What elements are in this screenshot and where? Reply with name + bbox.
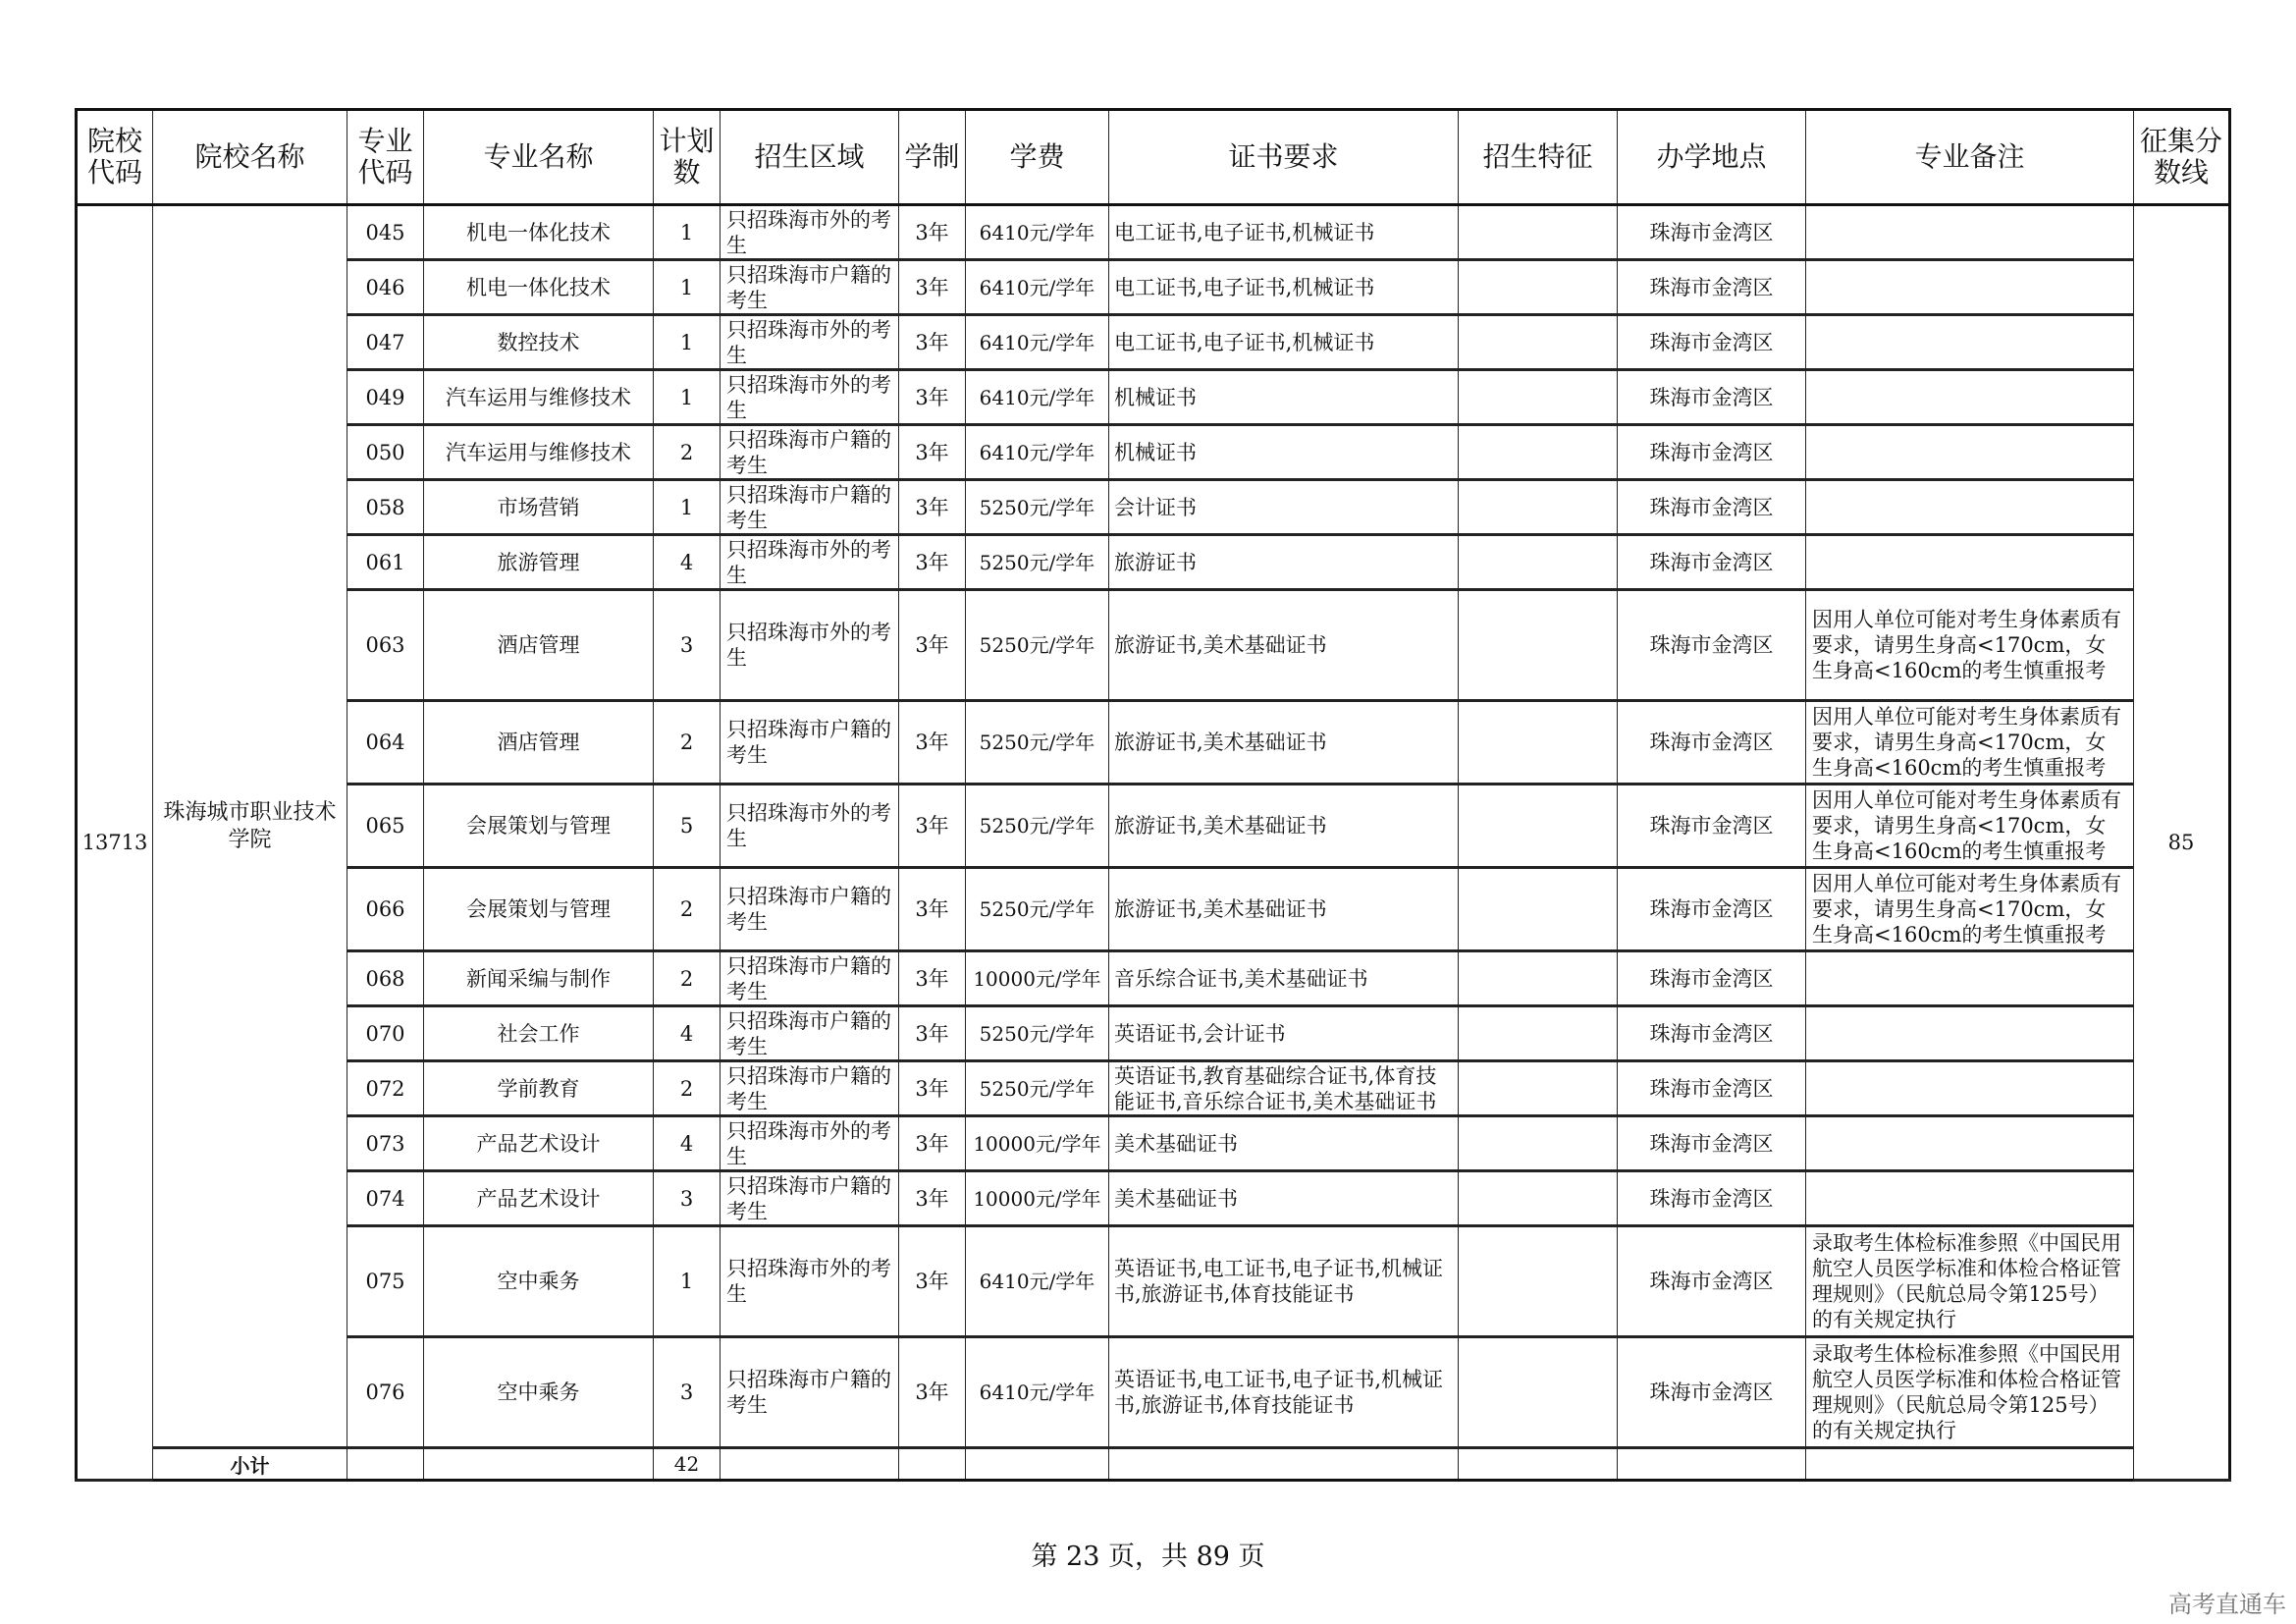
location-cell: 珠海市金湾区 — [1618, 1006, 1806, 1061]
major-name-cell: 汽车运用与维修技术 — [424, 370, 654, 425]
table-row — [77, 480, 2230, 535]
region-cell: 只招珠海市外的考生 — [721, 370, 899, 425]
features-cell — [1459, 951, 1618, 1006]
notes-cell — [1806, 535, 2134, 590]
region-cell: 只招珠海市户籍的考生 — [721, 1061, 899, 1116]
tuition-cell: 5250元/学年 — [966, 535, 1109, 590]
tuition-cell: 5250元/学年 — [966, 480, 1109, 535]
major-name-cell: 机电一体化技术 — [424, 260, 654, 315]
table-row — [77, 260, 2230, 315]
tuition-cell: 10000元/学年 — [966, 1116, 1109, 1171]
plan-cell: 1 — [654, 315, 721, 370]
table-row — [77, 1337, 2230, 1448]
subtotal-plan: 42 — [654, 1448, 721, 1481]
major-code-cell: 073 — [347, 1116, 424, 1171]
notes-cell: 因用人单位可能对考生身体素质有要求，请男生身高<170cm，女生身高<160cm的考生慎重报考 — [1806, 868, 2134, 951]
certificate-cell: 英语证书,会计证书 — [1109, 1006, 1459, 1061]
plan-cell: 2 — [654, 951, 721, 1006]
plan-cell: 1 — [654, 1226, 721, 1337]
major-code-cell: 064 — [347, 701, 424, 785]
watermark: 高考直通车 — [2168, 1591, 2286, 1618]
certificate-cell: 旅游证书,美术基础证书 — [1109, 701, 1459, 785]
table-row — [77, 1006, 2230, 1061]
certificate-cell: 会计证书 — [1109, 480, 1459, 535]
major-name-cell: 产品艺术设计 — [424, 1116, 654, 1171]
major-code-cell: 047 — [347, 315, 424, 370]
plan-cell: 1 — [654, 370, 721, 425]
region-cell: 只招珠海市户籍的考生 — [721, 701, 899, 785]
features-cell — [1459, 785, 1618, 868]
tuition-cell: 6410元/学年 — [966, 315, 1109, 370]
cutoff-cell: 85 — [2134, 205, 2230, 1481]
duration-cell: 3年 — [899, 480, 966, 535]
tuition-cell: 5250元/学年 — [966, 1006, 1109, 1061]
plan-cell: 5 — [654, 785, 721, 868]
table-row — [77, 425, 2230, 480]
major-code-cell: 075 — [347, 1226, 424, 1337]
certificate-cell: 旅游证书,美术基础证书 — [1109, 868, 1459, 951]
plan-cell: 4 — [654, 1006, 721, 1061]
notes-cell: 录取考生体检标准参照《中国民用航空人员医学标准和体检合格证管理规则》（民航总局令第125号）的有关规定执行 — [1806, 1226, 2134, 1337]
location-cell: 珠海市金湾区 — [1618, 1337, 1806, 1448]
notes-cell: 因用人单位可能对考生身体素质有要求，请男生身高<170cm，女生身高<160cm的考生慎重报考 — [1806, 785, 2134, 868]
table-row — [77, 1226, 2230, 1337]
subtotal-cell — [1459, 1448, 1618, 1481]
certificate-cell: 电工证书,电子证书,机械证书 — [1109, 260, 1459, 315]
features-cell — [1459, 535, 1618, 590]
location-cell: 珠海市金湾区 — [1618, 425, 1806, 480]
features-cell — [1459, 205, 1618, 260]
features-cell — [1459, 590, 1618, 701]
table-row — [77, 1061, 2230, 1116]
location-cell: 珠海市金湾区 — [1618, 260, 1806, 315]
header-certificate: 证书要求 — [1109, 110, 1459, 205]
subtotal-cell — [1618, 1448, 1806, 1481]
location-cell: 珠海市金湾区 — [1618, 1116, 1806, 1171]
major-name-cell: 产品艺术设计 — [424, 1171, 654, 1226]
tuition-cell: 6410元/学年 — [966, 260, 1109, 315]
features-cell — [1459, 315, 1618, 370]
certificate-cell: 电工证书,电子证书,机械证书 — [1109, 315, 1459, 370]
notes-cell — [1806, 205, 2134, 260]
major-code-cell: 068 — [347, 951, 424, 1006]
tuition-cell: 6410元/学年 — [966, 205, 1109, 260]
major-name-cell: 空中乘务 — [424, 1226, 654, 1337]
location-cell: 珠海市金湾区 — [1618, 370, 1806, 425]
features-cell — [1459, 425, 1618, 480]
certificate-cell: 英语证书,教育基础综合证书,体育技能证书,音乐综合证书,美术基础证书 — [1109, 1061, 1459, 1116]
table-row — [77, 1171, 2230, 1226]
notes-cell: 因用人单位可能对考生身体素质有要求，请男生身高<170cm，女生身高<160cm的考生慎重报考 — [1806, 590, 2134, 701]
major-name-cell: 汽车运用与维修技术 — [424, 425, 654, 480]
tuition-cell: 6410元/学年 — [966, 1337, 1109, 1448]
header-school-name: 院校名称 — [153, 110, 347, 205]
location-cell: 珠海市金湾区 — [1618, 315, 1806, 370]
location-cell: 珠海市金湾区 — [1618, 1171, 1806, 1226]
duration-cell: 3年 — [899, 315, 966, 370]
tuition-cell: 5250元/学年 — [966, 868, 1109, 951]
region-cell: 只招珠海市外的考生 — [721, 785, 899, 868]
duration-cell: 3年 — [899, 535, 966, 590]
region-cell: 只招珠海市外的考生 — [721, 1226, 899, 1337]
major-code-cell: 058 — [347, 480, 424, 535]
subtotal-cell — [899, 1448, 966, 1481]
duration-cell: 3年 — [899, 425, 966, 480]
features-cell — [1459, 260, 1618, 315]
subtotal-row — [77, 1448, 2230, 1481]
notes-cell — [1806, 425, 2134, 480]
duration-cell: 3年 — [899, 701, 966, 785]
region-cell: 只招珠海市外的考生 — [721, 535, 899, 590]
header-features: 招生特征 — [1459, 110, 1618, 205]
region-cell: 只招珠海市外的考生 — [721, 315, 899, 370]
location-cell: 珠海市金湾区 — [1618, 1226, 1806, 1337]
tuition-cell: 5250元/学年 — [966, 1061, 1109, 1116]
tuition-cell: 5250元/学年 — [966, 701, 1109, 785]
header-school-code: 院校代码 — [77, 110, 153, 205]
plan-cell: 1 — [654, 205, 721, 260]
major-code-cell: 072 — [347, 1061, 424, 1116]
plan-cell: 2 — [654, 701, 721, 785]
subtotal-cell — [966, 1448, 1109, 1481]
major-code-cell: 076 — [347, 1337, 424, 1448]
tuition-cell: 6410元/学年 — [966, 1226, 1109, 1337]
region-cell: 只招珠海市户籍的考生 — [721, 260, 899, 315]
table-row — [77, 315, 2230, 370]
plan-cell: 3 — [654, 590, 721, 701]
tuition-cell: 10000元/学年 — [966, 1171, 1109, 1226]
duration-cell: 3年 — [899, 370, 966, 425]
tuition-cell: 6410元/学年 — [966, 425, 1109, 480]
notes-cell — [1806, 370, 2134, 425]
certificate-cell: 音乐综合证书,美术基础证书 — [1109, 951, 1459, 1006]
table-row — [77, 951, 2230, 1006]
plan-cell: 2 — [654, 425, 721, 480]
major-name-cell: 机电一体化技术 — [424, 205, 654, 260]
header-cutoff: 征集分数线 — [2134, 110, 2230, 205]
subtotal-label: 小计 — [153, 1448, 347, 1481]
major-code-cell: 061 — [347, 535, 424, 590]
table-row — [77, 785, 2230, 868]
tuition-cell: 10000元/学年 — [966, 951, 1109, 1006]
subtotal-cell — [1109, 1448, 1459, 1481]
plan-cell: 2 — [654, 1061, 721, 1116]
major-code-cell: 049 — [347, 370, 424, 425]
table-row — [77, 701, 2230, 785]
duration-cell: 3年 — [899, 1116, 966, 1171]
major-code-cell: 074 — [347, 1171, 424, 1226]
location-cell: 珠海市金湾区 — [1618, 951, 1806, 1006]
major-code-cell: 065 — [347, 785, 424, 868]
subtotal-cell — [721, 1448, 899, 1481]
duration-cell: 3年 — [899, 1006, 966, 1061]
duration-cell: 3年 — [899, 260, 966, 315]
plan-cell: 1 — [654, 260, 721, 315]
table-row — [77, 205, 2230, 260]
features-cell — [1459, 1171, 1618, 1226]
location-cell: 珠海市金湾区 — [1618, 480, 1806, 535]
plan-cell: 2 — [654, 868, 721, 951]
location-cell: 珠海市金湾区 — [1618, 590, 1806, 701]
header-region: 招生区域 — [721, 110, 899, 205]
region-cell: 只招珠海市户籍的考生 — [721, 480, 899, 535]
header-tuition: 学费 — [966, 110, 1109, 205]
certificate-cell: 机械证书 — [1109, 425, 1459, 480]
features-cell — [1459, 1226, 1618, 1337]
header-row — [77, 110, 2230, 205]
notes-cell — [1806, 1006, 2134, 1061]
header-major-name: 专业名称 — [424, 110, 654, 205]
duration-cell: 3年 — [899, 868, 966, 951]
header-duration: 学制 — [899, 110, 966, 205]
notes-cell — [1806, 315, 2134, 370]
tuition-cell: 6410元/学年 — [966, 370, 1109, 425]
subtotal-cell — [424, 1448, 654, 1481]
duration-cell: 3年 — [899, 1061, 966, 1116]
table-row — [77, 535, 2230, 590]
school-code-cell: 13713 — [77, 205, 153, 1481]
features-cell — [1459, 868, 1618, 951]
location-cell: 珠海市金湾区 — [1618, 868, 1806, 951]
notes-cell: 因用人单位可能对考生身体素质有要求，请男生身高<170cm，女生身高<160cm的考生慎重报考 — [1806, 701, 2134, 785]
major-name-cell: 学前教育 — [424, 1061, 654, 1116]
major-name-cell: 旅游管理 — [424, 535, 654, 590]
notes-cell — [1806, 1171, 2134, 1226]
major-code-cell: 070 — [347, 1006, 424, 1061]
table-row — [77, 590, 2230, 701]
major-code-cell: 066 — [347, 868, 424, 951]
duration-cell: 3年 — [899, 951, 966, 1006]
major-name-cell: 会展策划与管理 — [424, 785, 654, 868]
region-cell: 只招珠海市户籍的考生 — [721, 951, 899, 1006]
plan-cell: 4 — [654, 535, 721, 590]
table-row — [77, 370, 2230, 425]
subtotal-cell — [347, 1448, 424, 1481]
duration-cell: 3年 — [899, 785, 966, 868]
certificate-cell: 旅游证书,美术基础证书 — [1109, 590, 1459, 701]
region-cell: 只招珠海市外的考生 — [721, 590, 899, 701]
school-name-cell: 珠海城市职业技术学院 — [153, 205, 347, 1448]
major-name-cell: 社会工作 — [424, 1006, 654, 1061]
region-cell: 只招珠海市外的考生 — [721, 1116, 899, 1171]
header-location: 办学地点 — [1618, 110, 1806, 205]
features-cell — [1459, 1116, 1618, 1171]
major-name-cell: 酒店管理 — [424, 701, 654, 785]
duration-cell: 3年 — [899, 590, 966, 701]
region-cell: 只招珠海市户籍的考生 — [721, 425, 899, 480]
location-cell: 珠海市金湾区 — [1618, 701, 1806, 785]
notes-cell: 录取考生体检标准参照《中国民用航空人员医学标准和体检合格证管理规则》（民航总局令第125号）的有关规定执行 — [1806, 1337, 2134, 1448]
duration-cell: 3年 — [899, 1226, 966, 1337]
major-name-cell: 新闻采编与制作 — [424, 951, 654, 1006]
subtotal-cell — [1806, 1448, 2134, 1481]
region-cell: 只招珠海市户籍的考生 — [721, 868, 899, 951]
tuition-cell: 5250元/学年 — [966, 785, 1109, 868]
tuition-cell: 5250元/学年 — [966, 590, 1109, 701]
major-code-cell: 046 — [347, 260, 424, 315]
region-cell: 只招珠海市外的考生 — [721, 205, 899, 260]
header-notes: 专业备注 — [1806, 110, 2134, 205]
major-name-cell: 酒店管理 — [424, 590, 654, 701]
region-cell: 只招珠海市户籍的考生 — [721, 1006, 899, 1061]
notes-cell — [1806, 1116, 2134, 1171]
certificate-cell: 机械证书 — [1109, 370, 1459, 425]
location-cell: 珠海市金湾区 — [1618, 1061, 1806, 1116]
major-code-cell: 050 — [347, 425, 424, 480]
plan-cell: 3 — [654, 1171, 721, 1226]
duration-cell: 3年 — [899, 205, 966, 260]
region-cell: 只招珠海市户籍的考生 — [721, 1171, 899, 1226]
notes-cell — [1806, 951, 2134, 1006]
features-cell — [1459, 1337, 1618, 1448]
features-cell — [1459, 370, 1618, 425]
certificate-cell: 美术基础证书 — [1109, 1116, 1459, 1171]
certificate-cell: 美术基础证书 — [1109, 1171, 1459, 1226]
certificate-cell: 电工证书,电子证书,机械证书 — [1109, 205, 1459, 260]
major-code-cell: 063 — [347, 590, 424, 701]
notes-cell — [1806, 480, 2134, 535]
notes-cell — [1806, 1061, 2134, 1116]
page-number: 第 23 页，共 89 页 — [1031, 1542, 1265, 1572]
features-cell — [1459, 480, 1618, 535]
plan-cell: 3 — [654, 1337, 721, 1448]
notes-cell — [1806, 260, 2134, 315]
features-cell — [1459, 701, 1618, 785]
location-cell: 珠海市金湾区 — [1618, 785, 1806, 868]
location-cell: 珠海市金湾区 — [1618, 535, 1806, 590]
features-cell — [1459, 1006, 1618, 1061]
table-row — [77, 1116, 2230, 1171]
admission-table — [75, 108, 2231, 1482]
table-row — [77, 868, 2230, 951]
certificate-cell: 旅游证书,美术基础证书 — [1109, 785, 1459, 868]
location-cell: 珠海市金湾区 — [1618, 205, 1806, 260]
region-cell: 只招珠海市户籍的考生 — [721, 1337, 899, 1448]
header-plan: 计划数 — [654, 110, 721, 205]
major-code-cell: 045 — [347, 205, 424, 260]
duration-cell: 3年 — [899, 1337, 966, 1448]
major-name-cell: 空中乘务 — [424, 1337, 654, 1448]
duration-cell: 3年 — [899, 1171, 966, 1226]
major-name-cell: 数控技术 — [424, 315, 654, 370]
major-name-cell: 市场营销 — [424, 480, 654, 535]
certificate-cell: 英语证书,电工证书,电子证书,机械证书,旅游证书,体育技能证书 — [1109, 1337, 1459, 1448]
features-cell — [1459, 1061, 1618, 1116]
certificate-cell: 旅游证书 — [1109, 535, 1459, 590]
plan-cell: 4 — [654, 1116, 721, 1171]
plan-cell: 1 — [654, 480, 721, 535]
header-major-code: 专业代码 — [347, 110, 424, 205]
major-name-cell: 会展策划与管理 — [424, 868, 654, 951]
certificate-cell: 英语证书,电工证书,电子证书,机械证书,旅游证书,体育技能证书 — [1109, 1226, 1459, 1337]
